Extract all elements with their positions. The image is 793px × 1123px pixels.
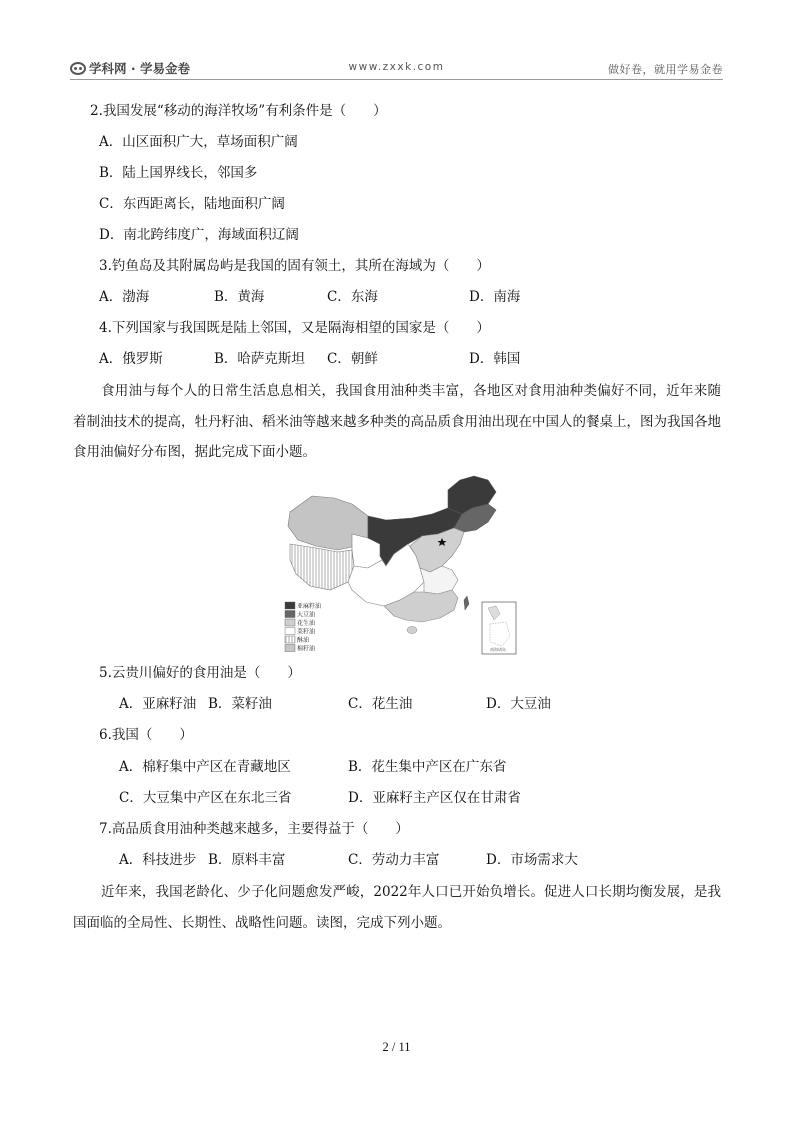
option[interactable]: C．朝鲜 [327,351,378,367]
south-sea-inset [482,602,516,654]
option[interactable]: B．花生集中产区在广东省 [348,759,507,775]
page-header [70,58,723,78]
region-hainan [407,627,417,634]
option[interactable]: C．东西距离长，陆地面积广阔 [99,196,285,212]
option[interactable]: B．哈萨克斯坦 [214,351,305,367]
header-slogan: 做好卷，就用学易金卷 [608,63,723,76]
page-number: 2 / 11 [382,1040,411,1054]
region-taiwan [464,596,469,610]
option[interactable]: D．亚麻籽主产区仅在甘肃省 [348,790,521,806]
option[interactable]: B．原料丰富 [208,852,286,868]
question-stem: 3.钓鱼岛及其附属岛屿是我国的固有领土，其所在海域为（ ） [99,258,490,274]
legend-label: 大豆油 [297,611,316,619]
site-url: www.zxxk.com [348,61,445,73]
legend-swatch [285,645,295,652]
option[interactable]: B．黄海 [214,289,265,305]
option[interactable]: D．大豆油 [486,696,551,712]
option[interactable]: A．科技进步 [119,852,197,868]
option[interactable]: A．渤海 [99,289,150,305]
inset-label: 南海诸岛 [490,647,506,652]
legend-label: 菜籽油 [297,628,316,636]
question-stem: 7.高品质食用油种类越来越多，主要得益于（ ） [99,821,409,837]
option[interactable]: D．南北跨纬度广，海域面积辽阔 [99,227,299,243]
reading-passage: 近年来，我国老龄化、少子化问题愈发严峻，2022年人口已开始负增长。促进人口长期均衡发展，是我国面临的全局性、长期性、战略性问题。读图，完成下列小题。 [73,884,721,931]
legend-swatch [285,619,295,626]
legend-swatch [285,636,295,643]
option[interactable]: A．棉籽集中产区在青藏地区 [119,759,291,775]
legend-swatch [285,628,295,635]
option[interactable]: C．劳动力丰富 [348,852,440,868]
header-divider [70,79,723,80]
option[interactable]: A．山区面积广大，草场面积广阔 [99,134,298,150]
map-legend [285,602,321,653]
question-stem: 4.下列国家与我国既是陆上邻国，又是隔海相望的国家是（ ） [99,320,490,336]
option[interactable]: D．韩国 [469,351,521,367]
option[interactable]: A．俄罗斯 [99,351,163,367]
option[interactable]: B．陆上国界线长，邻国多 [99,165,258,181]
region-central [420,566,458,594]
region-tibet [290,544,354,590]
edible-oil-map [282,474,520,656]
question-stem: 6.我国（ ） [99,727,193,743]
option[interactable]: C．大豆集中产区在东北三省 [119,790,292,806]
legend-swatch [285,611,295,618]
legend-label: 亚麻籽油 [297,603,322,610]
option[interactable]: D．南海 [469,289,521,305]
option[interactable]: B．菜籽油 [208,696,272,712]
question-stem: 2.我国发展“移动的海洋牧场”有利条件是（ ） [90,103,387,119]
option[interactable]: A．亚麻籽油 [119,696,197,712]
logo-text: 学科网 · 学易金卷 [89,61,190,76]
china-map-figure [282,474,520,656]
option[interactable]: C．东海 [327,289,378,305]
reading-passage: 食用油与每个人的日常生活息息相关，我国食用油种类丰富，各地区对食用油种类偏好不同，近年来随着制油技术的提高，牡丹籽油、稻米油等越来越多种类的高品质食用油出现在中国人的餐桌上，图为我国各地食用油偏好分布图，据此完成下面小题。 [73,383,721,460]
legend-label: 花生油 [297,620,316,627]
option[interactable]: D．市场需求大 [486,852,578,868]
legend-swatch [285,602,295,609]
legend-label: 棉籽油 [297,645,316,653]
option[interactable]: C．花生油 [348,696,413,712]
question-stem: 5.云贵川偏好的食用油是（ ） [99,665,301,681]
legend-label: 酥油 [297,637,310,644]
